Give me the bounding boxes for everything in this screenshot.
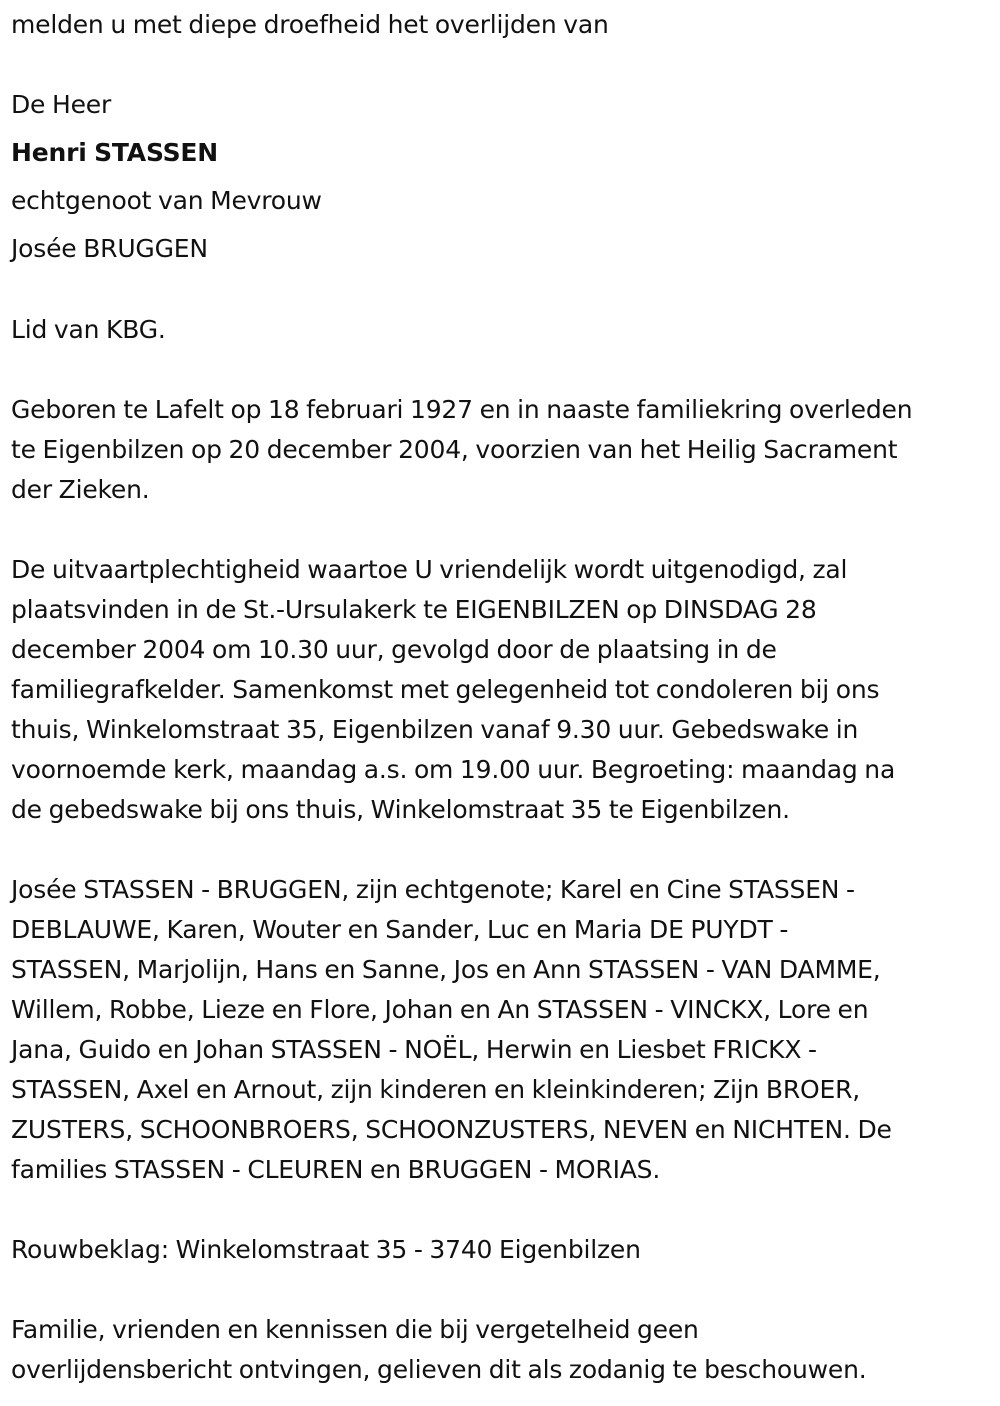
family-paragraph [11, 870, 892, 1190]
honorific: De Heer [11, 90, 112, 119]
paragraph-line: voornoemde kerk, maandag a.s. om 19.00 uur. Begroeting: maandag na [11, 755, 896, 784]
funeral-paragraph [11, 550, 895, 830]
intro-text: melden u met diepe droefheid het overlijden van [11, 10, 609, 39]
paragraph-line: DEBLAUWE, Karen, Wouter en Sander, Luc en Maria DE PUYDT - [11, 915, 789, 944]
paragraph-line: Familie, vrienden en kennissen die bij vergetelheid geen [11, 1315, 699, 1344]
paragraph-line: Geboren te Lafelt op 18 februari 1927 en in naaste familiekring overleden [11, 395, 913, 424]
membership: Lid van KBG. [11, 315, 166, 344]
paragraph-line: STASSEN, Marjolijn, Hans en Sanne, Jos en Ann STASSEN - VAN DAMME, [11, 955, 881, 984]
paragraph-line: te Eigenbilzen op 20 december 2004, voorzien van het Heilig Sacrament [11, 435, 898, 464]
paragraph-line: ZUSTERS, SCHOONBROERS, SCHOONZUSTERS, NEVEN en NICHTEN. De [11, 1115, 892, 1144]
paragraph-line: de gebedswake bij ons thuis, Winkelomstraat 35 te Eigenbilzen. [11, 795, 790, 824]
closing-paragraph [11, 1310, 867, 1390]
paragraph-line: Jana, Guido en Johan STASSEN - NOËL, Herwin en Liesbet FRICKX - [11, 1035, 817, 1064]
paragraph-line: december 2004 om 10.30 uur, gevolgd door de plaatsing in de [11, 635, 777, 664]
spouse-name: Josée BRUGGEN [11, 234, 208, 263]
deceased-name: Henri STASSEN [11, 138, 219, 167]
paragraph-line: plaatsvinden in de St.-Ursulakerk te EIGENBILZEN op DINSDAG 28 [11, 595, 817, 624]
paragraph-line: families STASSEN - CLEUREN en BRUGGEN - MORIAS. [11, 1155, 661, 1184]
spouse-label: echtgenoot van Mevrouw [11, 186, 322, 215]
birth-death-paragraph [11, 390, 912, 510]
paragraph-line: De uitvaartplechtigheid waartoe U vriendelijk wordt uitgenodigd, zal [11, 555, 848, 584]
paragraph-line: familiegrafkelder. Samenkomst met gelegenheid tot condoleren bij ons [11, 675, 880, 704]
paragraph-line: Willem, Robbe, Lieze en Flore, Johan en An STASSEN - VINCKX, Lore en [11, 995, 869, 1024]
condolence-address: Rouwbeklag: Winkelomstraat 35 - 3740 Eigenbilzen [11, 1235, 641, 1264]
paragraph-line: thuis, Winkelomstraat 35, Eigenbilzen vanaf 9.30 uur. Gebedswake in [11, 715, 859, 744]
paragraph-line: overlijdensbericht ontvingen, gelieven dit als zodanig te beschouwen. [11, 1355, 867, 1384]
paragraph-line: STASSEN, Axel en Arnout, zijn kinderen en kleinkinderen; Zijn BROER, [11, 1075, 860, 1104]
paragraph-line: Josée STASSEN - BRUGGEN, zijn echtgenote; Karel en Cine STASSEN - [11, 875, 855, 904]
paragraph-line: der Zieken. [11, 475, 150, 504]
